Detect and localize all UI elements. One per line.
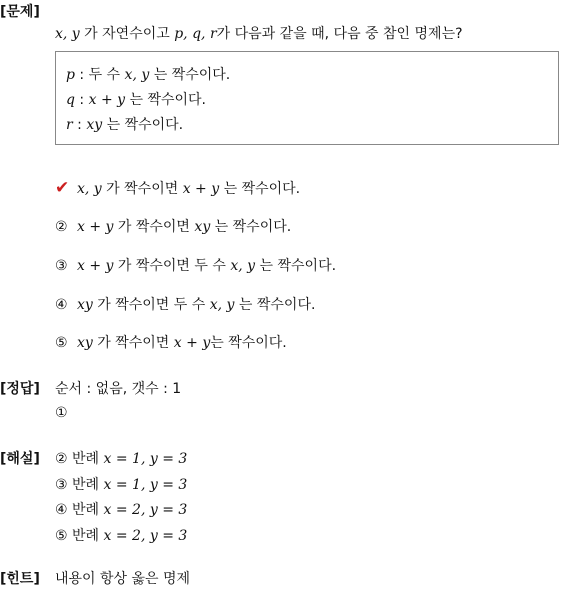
explanation-item-label: 반례 bbox=[67, 477, 104, 493]
hint-text: 내용이 항상 옳은 명제 bbox=[55, 571, 191, 587]
explanation-item-marker: ④ bbox=[55, 502, 68, 518]
choice-5-marker: ⑤ bbox=[55, 335, 68, 351]
question-math-xy: x, y bbox=[55, 26, 80, 42]
choice-3-text-1: 가 짝수이면 두 수 bbox=[113, 258, 231, 274]
answer-order: 순서 : 없음, 갯수 : 1 bbox=[55, 381, 182, 397]
choice-1-math-1: x, y bbox=[77, 181, 102, 197]
choice-3-marker: ③ bbox=[55, 258, 68, 274]
proposition-r-symbol: r bbox=[66, 117, 73, 133]
choice-4-text-1: 가 짝수이면 두 수 bbox=[92, 297, 210, 313]
proposition-q-math: x + y bbox=[88, 92, 126, 108]
proposition-q-text-2: 는 짝수이다. bbox=[125, 92, 207, 108]
proposition-p bbox=[66, 66, 230, 84]
choice-1[interactable] bbox=[55, 179, 300, 198]
proposition-r-text-1: : bbox=[72, 117, 87, 133]
question-text-1: 가 자연수이고 bbox=[79, 26, 175, 42]
question-text-2: 가 다음과 같을 때, 다음 중 참인 명제는? bbox=[216, 26, 463, 42]
proposition-q-symbol: q bbox=[66, 92, 75, 108]
answer-tag: [정답] bbox=[0, 381, 40, 397]
problem-question bbox=[55, 25, 463, 43]
explanation-item-math: x = 1, y = 3 bbox=[103, 477, 188, 493]
choice-2-math-1: x + y bbox=[77, 219, 114, 235]
choice-4-text-2: 는 짝수이다. bbox=[234, 297, 316, 313]
choice-3-math-2: x, y bbox=[230, 258, 256, 274]
proposition-r bbox=[66, 116, 183, 134]
choice-3-text-2: 는 짝수이다. bbox=[255, 258, 337, 274]
choice-1-text-2: 는 짝수이다. bbox=[219, 181, 301, 197]
proposition-p-text-2: 는 짝수이다. bbox=[149, 67, 231, 83]
choice-1-math-2: x + y bbox=[182, 181, 220, 197]
explanation-item bbox=[55, 527, 187, 545]
explanation-item bbox=[55, 450, 187, 468]
proposition-p-symbol: p bbox=[66, 67, 75, 83]
choice-5[interactable] bbox=[55, 334, 287, 352]
explanation-item-marker: ⑤ bbox=[55, 528, 68, 544]
choice-2-math-2: xy bbox=[194, 219, 211, 235]
explanation-tag: [해설] bbox=[0, 451, 40, 467]
choice-2-marker: ② bbox=[55, 219, 68, 235]
explanation-item bbox=[55, 501, 187, 519]
proposition-box bbox=[55, 51, 559, 145]
proposition-r-text-2: 는 짝수이다. bbox=[102, 117, 184, 133]
proposition-p-text-1: : 두 수 bbox=[74, 67, 125, 83]
explanation-item-label: 반례 bbox=[67, 502, 104, 518]
question-math-pqr: p, q, r bbox=[174, 26, 217, 42]
explanation-item-label: 반례 bbox=[67, 451, 104, 467]
proposition-p-math: x, y bbox=[124, 67, 150, 83]
choice-4-math-1: xy bbox=[77, 297, 93, 313]
choice-5-text-1: 가 짝수이면 bbox=[92, 335, 174, 351]
explanation-item-label: 반례 bbox=[67, 528, 104, 544]
explanation-item-math: x = 1, y = 3 bbox=[103, 451, 188, 467]
choice-1-text-1: 가 짝수이면 bbox=[101, 181, 183, 197]
choice-4[interactable] bbox=[55, 296, 315, 314]
choice-5-math-2: x + y bbox=[173, 335, 211, 351]
explanation-item bbox=[55, 476, 187, 494]
choice-4-marker: ④ bbox=[55, 297, 68, 313]
explanation-item-math: x = 2, y = 3 bbox=[103, 502, 188, 518]
choice-2-text-1: 가 짝수이면 bbox=[113, 219, 195, 235]
choice-3-math-1: x + y bbox=[77, 258, 114, 274]
problem-tag: [문제] bbox=[0, 4, 40, 20]
choice-2[interactable] bbox=[55, 218, 291, 236]
proposition-q bbox=[66, 91, 206, 109]
proposition-r-math: xy bbox=[86, 117, 103, 133]
explanation-item-marker: ② bbox=[55, 451, 68, 467]
answer-marker: ① bbox=[55, 405, 68, 421]
proposition-q-text-1: : bbox=[74, 92, 89, 108]
check-mark-icon: ✔ bbox=[55, 178, 70, 198]
choice-5-math-1: xy bbox=[77, 335, 93, 351]
explanation-item-marker: ③ bbox=[55, 477, 68, 493]
choice-2-text-2: 는 짝수이다. bbox=[210, 219, 292, 235]
choice-3[interactable] bbox=[55, 257, 336, 275]
explanation-item-math: x = 2, y = 3 bbox=[103, 528, 188, 544]
choice-5-text-2: 는 짝수이다. bbox=[210, 335, 287, 351]
choice-4-math-2: x, y bbox=[209, 297, 235, 313]
hint-tag: [힌트] bbox=[0, 571, 40, 587]
